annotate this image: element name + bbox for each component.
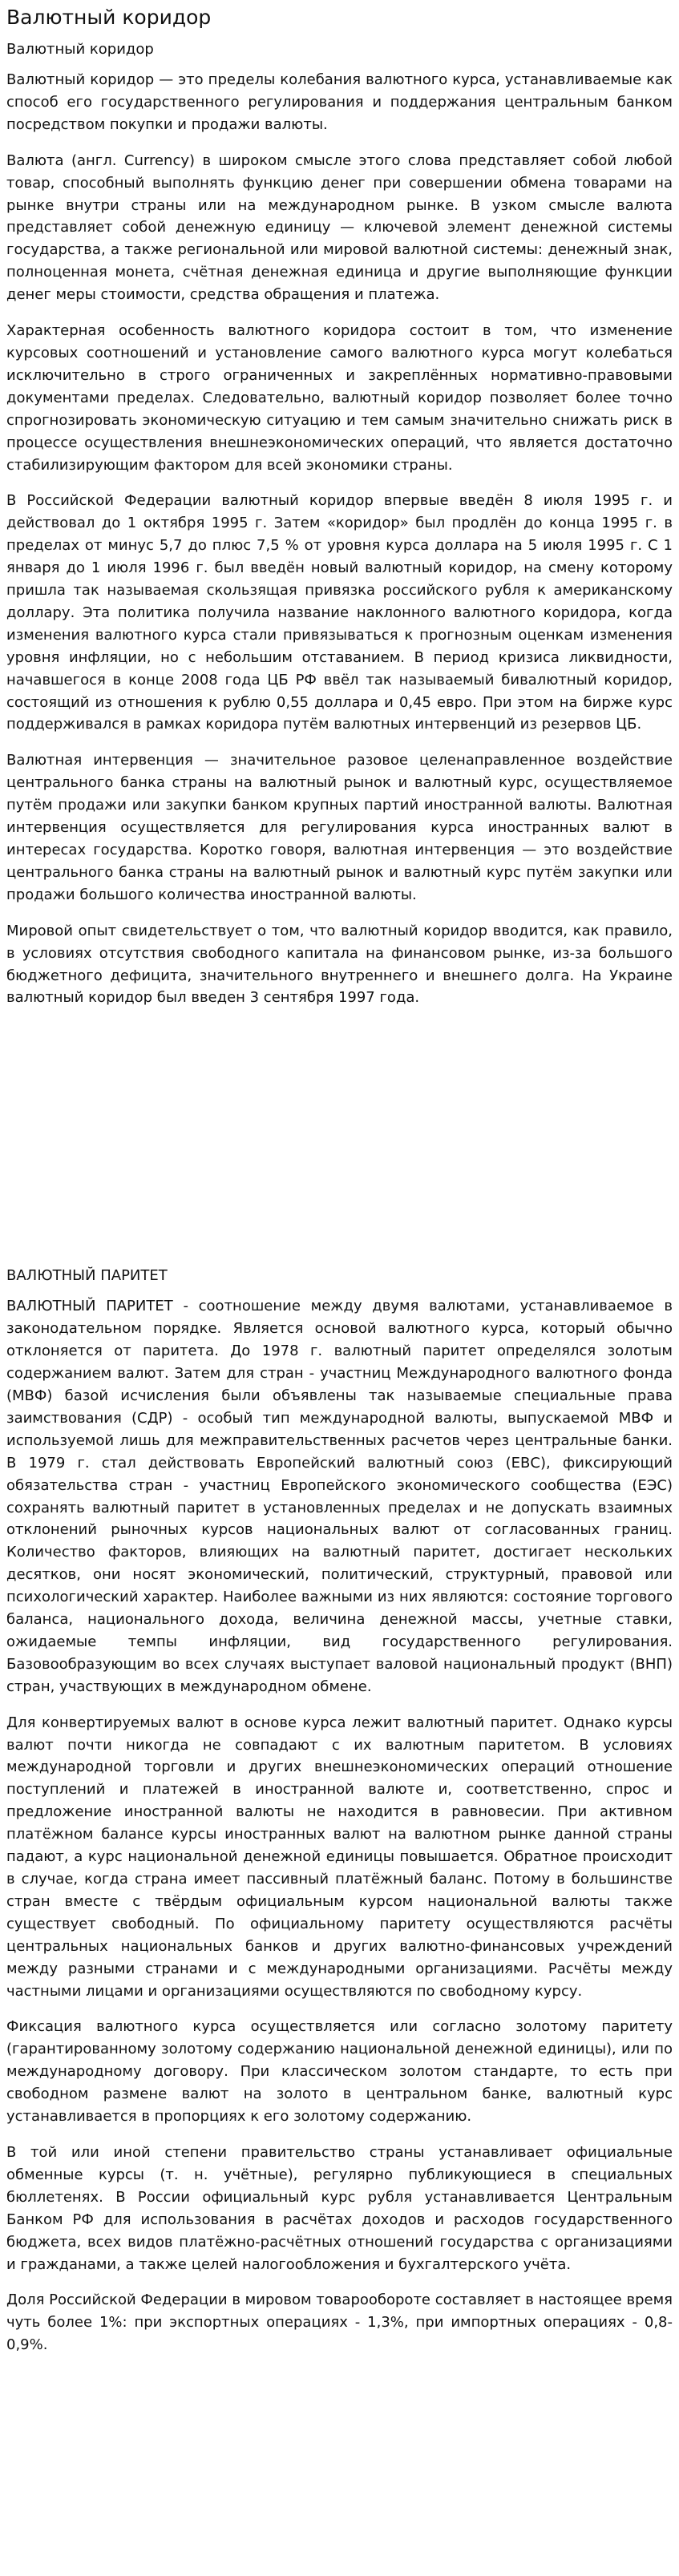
paragraph-currency: Валюта (англ. Currency) в широком смысле этого слова представляет собой любой товар, способный выполнять функцию денег при совершении обмена товарами на рынке внутри страны или на международном рынке. В узком смысле валюта представляет собой денежную единицу — ключевой элемент денежной системы государства, а также региональной или мировой валютной системы: денежный знак, полноценная монета, счётная денежная единица и другие выполняющие функции денег меры стоимости, средства обращения и платежа.	[6, 151, 673, 304]
paragraph-share: Доля Российской Федерации в мировом товарообороте составляет в настоящее время чуть более 1%: при экспортных операциях - 1,3%, при импортных операциях - 0,8-0,9%.	[6, 2291, 673, 2354]
paragraph-convertible: Для конвертируемых валют в основе курса лежит валютный паритет. Однако курсы валют почти никогда не совпадают с их валютным паритетом. В условиях международной торговли и других внешнеэкономических операций отношение поступлений и платежей в иностранной валюте и, соответственно, спрос и предложение иностранной валюты не находится в равновесии. При активном платёжном балансе курсы иностранных валют на валютном рынке данной страны падают, а курс национальной денежной единицы повышается. Обратное происходит в случае, когда страна имеет пассивный платёжный баланс. Потому в большинстве стран вместе с твёрдым официальным курсом национальной валюты также существует свободный. По официальному паритету осуществляются расчёты центральных национальных банков и других валютно-финансовых учреждений между разными странами и с международными организациями. Расчёты между частными лицами и организациями осуществляются по свободному курсу.	[6, 1714, 673, 2000]
page-subtitle: Валютный коридор	[6, 41, 154, 58]
paragraph-official-rates: В той или иной степени правительство страны устанавливает официальные обменные курсы (т. н. учётные), регулярно публикующиеся в специальных бюллетенях. В России официальный курс рубля устанавливается Центральным Банком РФ для использования в расчётах доходов и расходов государственного бюджета, всех видов платёжно-расчётных отношений государства с организациями и гражданами, а также целей налогообложения и бухгалтерского учёта.	[6, 2143, 673, 2273]
paragraph-world-experience: Мировой опыт свидетельствует о том, что валютный коридор вводится, как правило, в условиях отсутствия свободного капитала на финансовом рынке, из-за большого бюджетного дефицита, значительного внутреннего и внешнего долга. На Украине валютный коридор был введен 3 сентября 1997 года.	[6, 922, 673, 1007]
paragraph-intervention: Валютная интервенция — значительное разовое целенаправленное воздействие центрального банка страны на валютный рынок и валютный курс, осуществляемое путём продажи или закупки банком крупных партий иностранной валюты. Валютная интервенция осуществляется для регулирования курса иностранных валют в интересах государства. Коротко говоря, валютная интервенция — это воздействие центрального банка страны на валютный рынок и валютный курс путём закупки или продажи большого количества иностранной валюты.	[6, 752, 673, 903]
page-title: Валютный коридор	[6, 6, 212, 29]
section-heading: ВАЛЮТНЫЙ ПАРИТЕТ	[6, 1267, 168, 1285]
paragraph-feature: Характерная особенность валютного коридора состоит в том, что изменение курсовых соотношений и установление самого валютного курса могут колебаться исключительно в строго ограниченных и закреплённых нормативно-правовыми документами пределах. Следовательно, валютный коридор позволяет более точно спрогнозировать экономическую ситуацию и тем самым значительно снижать риск в процессе осуществления внешнеэкономических операций, что является достаточно стабилизирующим фактором для всей экономики страны.	[6, 322, 673, 474]
document-page	[0, 5, 679, 2356]
paragraph-russia: В Российской Федерации валютный коридор впервые введён 8 июля 1995 г. и действовал до 1 октября 1995 г. Затем «коридор» был продлён до конца 1995 г. в пределах от минус 5,7 до плюс 7,5 % от уровня курса доллара на 5 июля 1995 г. С 1 января до 1 июля 1996 г. был введён новый валютный коридор, на смену которому пришла так называемая скользящая привязка российского рубля к американскому доллару. Эта политика получила название наклонного валютного коридора, когда изменения валютного курса стали привязываться к прогнозным оценкам изменения уровня инфляции, но с небольшим отставанием. В период кризиса ликвидности, начавшегося в конце 2008 года ЦБ РФ ввёл так называемый бивалютный коридор, состоящий из отношения к рублю 0,55 доллара и 0,45 евро. При этом на бирже курс поддерживался в рамках коридора путём валютных интервенций из резервов ЦБ.	[6, 492, 673, 733]
paragraph-fixation: Фиксация валютного курса осуществляется или согласно золотому паритету (гарантированному золотому содержанию национальной денежной единицы), или по международному договору. При классическом золотом стандарте, то есть при свободном размене валют на золото в центральном банке, валютный курс устанавливается в пропорциях к его золотому содержанию.	[6, 2018, 673, 2126]
paragraph-intro: Валютный коридор — это пределы колебания валютного курса, устанавливаемые как способ его государственного регулирования и поддержания центральным банком посредством покупки и продажи валюты.	[6, 71, 673, 133]
paragraph-parity-definition: ВАЛЮТНЫЙ ПАРИТЕТ - соотношение между двумя валютами, устанавливаемое в законодательном порядке. Является основой валютного курса, который обычно отклоняется от паритета. До 1978 г. валютный паритет определялся золотым содержанием валют. Затем для стран - участниц Международного валютного фонда (МВФ) базой исчисления были объявлены так называемые специальные права заимствования (СДР) - особый тип международной валюты, выпускаемой МВФ и используемой лишь для межправительственных расчетов через центральные банки. В 1979 г. стал действовать Европейский валютный союз (ЕВС), фиксирующий обязательства стран - участниц Европейского экономического сообщества (ЕЭС) сохранять валютный паритет в установленных пределах и не допускать взаимных отклонений рыночных курсов национальных валют от согласованных границ. Количество факторов, влияющих на валютный паритет, достигает нескольких десятков, они носят экономический, политический, структурный, правовой или психологический характер. Наиболее важными из них являются: состояние торгового баланса, национального дохода, величина денежной массы, учетные ставки, ожидаемые темпы инфляции, вид государственного регулирования. Базовообразующим во всех случаях выступает валовой национальный продукт (ВНП) стран, участвующих в международном обмене.	[6, 1298, 673, 1695]
blank-spacer	[6, 1023, 673, 1266]
